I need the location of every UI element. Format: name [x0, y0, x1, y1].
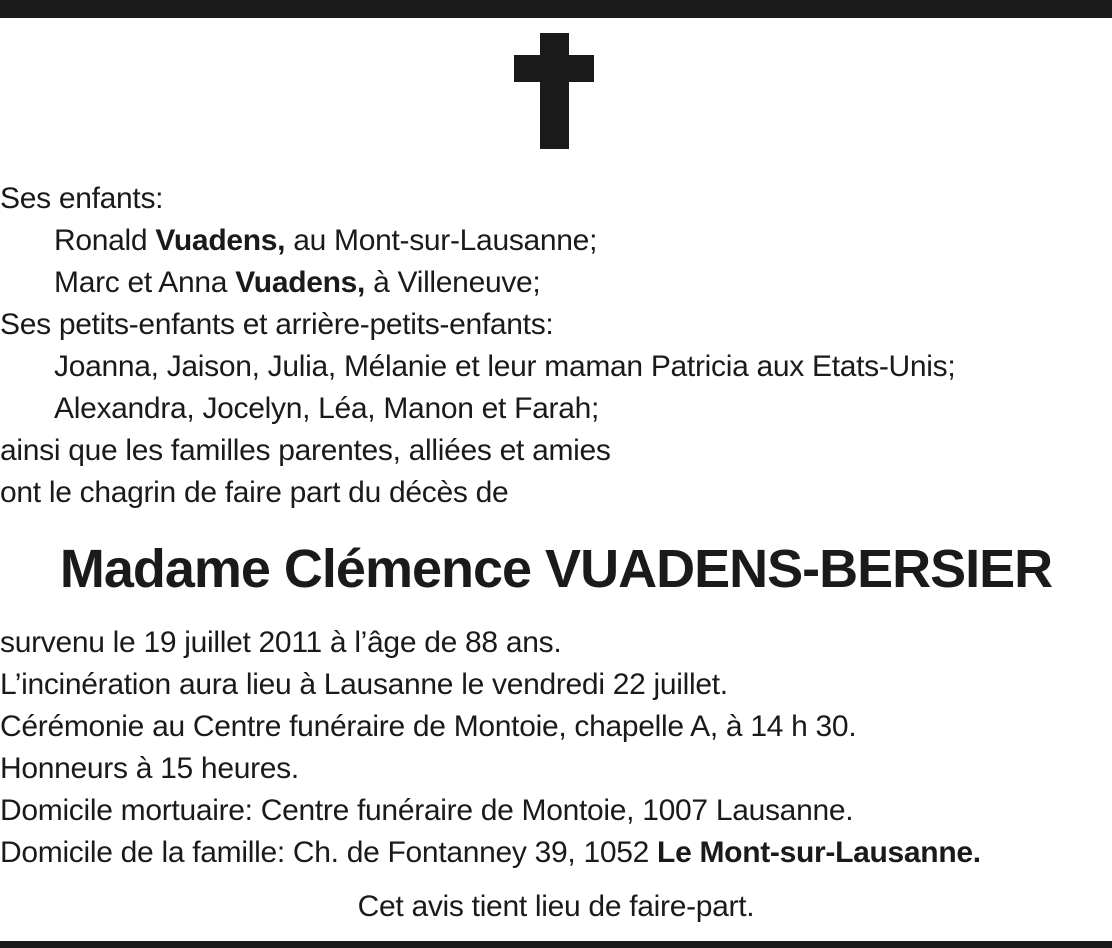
- relatives-line: ainsi que les familles parentes, alliées et amies: [0, 434, 611, 467]
- grandchildren-heading: Ses petits-enfants et arrière-petits-enfants:: [0, 308, 554, 341]
- mortuary-line: Domicile mortuaire: Centre funéraire de Montoie, 1007 Lausanne.: [0, 794, 854, 827]
- bottom-border: [0, 941, 1112, 948]
- deceased-name: Madame Clémence VUADENS-BERSIER: [59, 539, 1053, 599]
- honours-line: Honneurs à 15 heures.: [0, 752, 299, 785]
- grandchildren-entry: Alexandra, Jocelyn, Léa, Manon et Farah;: [54, 392, 599, 425]
- child-first-name: Marc et Anna: [54, 266, 236, 299]
- family-address-prefix: Domicile de la famille: Ch. de Fontanney 39, 1052: [0, 836, 658, 869]
- child-surname: Vuadens,: [155, 224, 286, 257]
- death-date-line: survenu le 19 juillet 2011 à l’âge de 88 ans.: [0, 626, 562, 659]
- cross-horizontal-bar: [514, 55, 594, 82]
- child-first-name: Ronald: [54, 224, 156, 257]
- ceremony-line: Cérémonie au Centre funéraire de Montoie, chapelle A, à 14 h 30.: [0, 710, 857, 743]
- child-place: au Mont-sur-Lausanne;: [285, 224, 598, 257]
- children-heading: Ses enfants:: [0, 182, 164, 215]
- grandchildren-entry: Joanna, Jaison, Julia, Mélanie et leur maman Patricia aux Etats-Unis;: [54, 350, 956, 383]
- cremation-line: L’incinération aura lieu à Lausanne le vendredi 22 juillet.: [0, 668, 728, 701]
- family-address-line: [0, 832, 1112, 874]
- child-entry: [0, 220, 1112, 262]
- child-place: à Villeneuve;: [365, 266, 541, 299]
- announcement-line: ont le chagrin de faire part du décès de: [0, 476, 509, 509]
- cross-vertical-bar: [540, 33, 569, 149]
- child-entry: [0, 262, 1112, 304]
- top-border: [0, 0, 1112, 18]
- closing-note: Cet avis tient lieu de faire-part.: [357, 890, 755, 923]
- family-address-town: Le Mont-sur-Lausanne.: [657, 836, 981, 869]
- family-section: [0, 178, 1112, 514]
- child-surname: Vuadens,: [235, 266, 366, 299]
- cross-icon: [514, 33, 594, 149]
- funeral-details: [0, 622, 1112, 874]
